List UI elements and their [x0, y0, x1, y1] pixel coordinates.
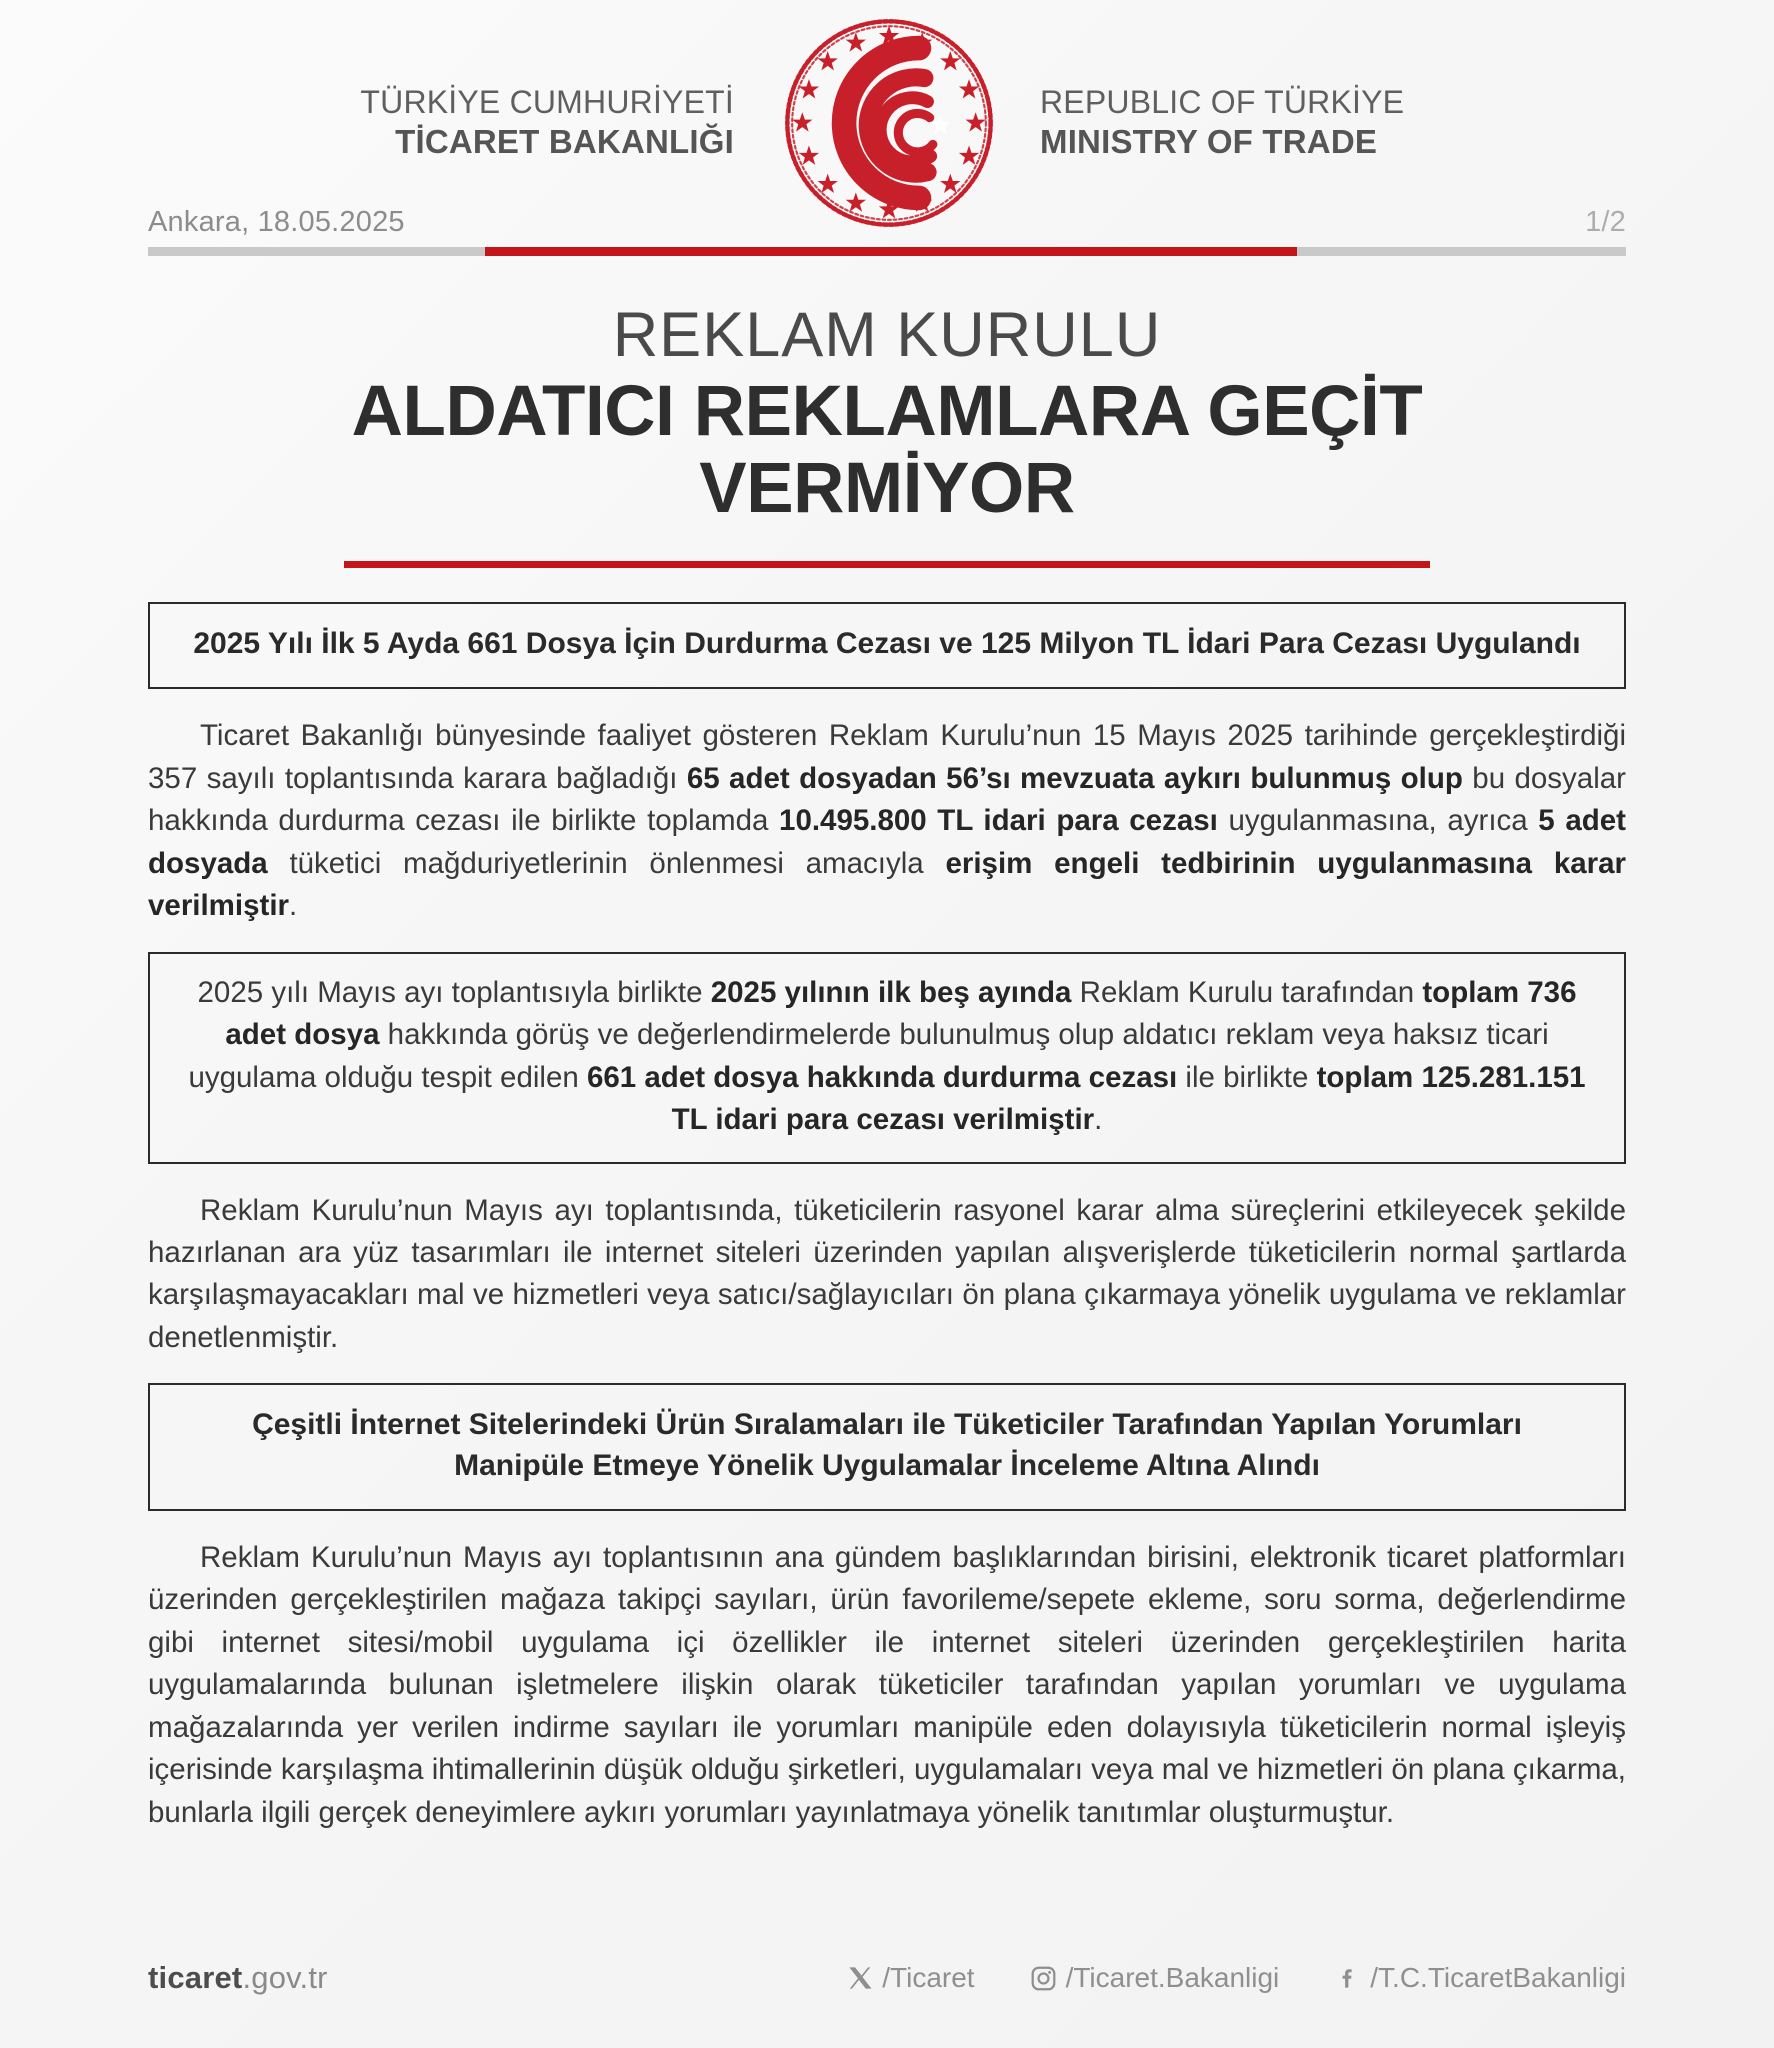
callout-summary-text: 2025 Yılı İlk 5 Ayda 661 Dosya İçin Durdurma Cezası ve 125 Milyon TL İdari Para Cezası Uygulandı [193, 627, 1581, 661]
c2-segment-2: Reklam Kurulu tarafından [1071, 975, 1423, 1009]
callout-box-investigation [148, 1383, 1626, 1511]
date-bar [148, 206, 1626, 276]
c2-segment-3: hakkında görüş ve değerlendirmelerde bulunulmuş olup aldatıcı reklam veya haksız ticari uygulama olduğu tespit edilen [188, 1018, 1549, 1094]
document-body [148, 568, 1626, 1926]
c2-segment-5: . [1094, 1103, 1103, 1137]
p1-bold-2: 10.495.800 TL idari para cezası [779, 804, 1218, 838]
p1-bold-4: erişim engeli tedbirinin uygulanmasına karar verilmiştir [148, 846, 1626, 923]
c2-segment-1: 2025 yılı Mayıs ayı toplantısıyla birlikte [197, 975, 711, 1009]
social-link-x[interactable] [845, 1962, 974, 1994]
republic-label-en: REPUBLIC OF TÜRKİYE [1040, 84, 1405, 121]
p1-segment-4: tüketici mağduriyetlerinin önlenmesi amacıyla [267, 846, 946, 880]
republic-of-turkiye-emblem [782, 16, 996, 230]
rule-segment-red [485, 247, 1297, 256]
instagram-icon [1029, 1963, 1059, 1993]
ministry-label-en: MINISTRY OF TRADE [1040, 123, 1378, 161]
social-handle-instagram: /Ticaret.Bakanligi [1065, 1962, 1280, 1993]
p1-segment-3: uygulanmasına, ayrıca [1217, 804, 1539, 838]
c2-bold-3: 661 adet dosya hakkında durdurma cezası [586, 1060, 1178, 1094]
p1-bold-1: 65 adet dosyadan 56’sı mevzuata aykırı bulunmuş olup [686, 761, 1463, 795]
p1-bold-3: 5 adet dosyada [148, 804, 1626, 880]
ministry-label-tr: TİCARET BAKANLIĞI [395, 123, 734, 161]
ministry-name-turkish [148, 83, 782, 162]
c2-bold-2: toplam 736 adet dosya [225, 975, 1577, 1052]
paragraph-agenda-details [148, 1537, 1626, 1834]
ministry-name-english [996, 83, 1626, 162]
p2-text: Reklam Kurulu’nun Mayıs ayı toplantısında, tüketicilerin rasyonel karar alma süreçlerini etkileyecek şekilde hazırlanan ara yüz tasarımları ile internet siteleri üzerinden yapılan alışverişlerde tüketicilerin normal şartlarda karşılaşmayacakları mal ve hizmetleri veya satıcı/sağlayıcıları ön plana çıkarmaya yönelik uygulama ve reklamlar denetlenmiştir. [148, 1193, 1626, 1354]
social-handle-facebook: /T.C.TicaretBakanligi [1370, 1962, 1626, 1993]
masthead [148, 0, 1626, 200]
date-bar-text-row [148, 206, 1626, 247]
p1-segment-5: . [289, 889, 298, 923]
p1-segment-1: Ticaret Bakanlığı bünyesinde faaliyet gösteren Reklam Kurulu’nun 15 Mayıs 2025 tarihinde gerçekleştirdiği 357 sayılı toplantısında karara bağladığı [148, 719, 1626, 795]
header-divider-rule [148, 247, 1626, 256]
title-block [148, 276, 1626, 568]
paragraph-council-decision [148, 715, 1626, 927]
rule-segment-gray-right [1297, 247, 1626, 256]
title-kicker: REKLAM KURULU [612, 300, 1162, 370]
paragraph-interface-designs [148, 1190, 1626, 1360]
c2-bold-1: 2025 yılının ilk beş ayında [710, 975, 1072, 1009]
callout-box-summary [148, 602, 1626, 689]
website-url-brand: ticaret [148, 1960, 243, 1995]
republic-label-tr: TÜRKİYE CUMHURİYETİ [360, 84, 734, 121]
social-link-facebook[interactable] [1333, 1962, 1626, 1994]
place-and-date: Ankara, 18.05.2025 [148, 206, 405, 238]
website-url-suffix: .gov.tr [242, 1960, 328, 1995]
page-indicator: 1/2 [1585, 206, 1626, 238]
title-underline-rule [344, 561, 1430, 568]
p3-text: Reklam Kurulu’nun Mayıs ayı toplantısının ana gündem başlıklarından birisini, elektronik ticaret platformları üzerinden gerçekleştirilen mağaza takipçi sayıları, ürün favorileme/sepete ekleme, soru sorma, değerlendirme gibi internet sitesi/mobil uygulama içi özellikler ile internet siteleri üzerinden gerçekleştirilen harita uygulamalarında bulunan işletmelere ilişkin olarak tüketiciler tarafından yapılan yorumları ve uygulama mağazalarında yer verilen indirme sayıları ile yorumları manipüle eden dolayısıyla tüketicilerin normal işleyiş içerisinde karşılaşma ihtimallerinin düşük olduğu şirketleri, uygulamaları veya mal ve hizmetleri ön plana çıkarma, bunlarla ilgili gerçek deneyimlere aykırı yorumları yayınlatmaya yönelik tanıtımlar oluşturmuştur. [148, 1540, 1626, 1829]
c2-segment-4: ile birlikte [1177, 1060, 1317, 1094]
page-title: ALDATICI REKLAMLARA GEÇİT VERMİYOR [351, 372, 1423, 528]
callout-investigation-text: Çeşitli İnternet Sitelerindeki Ürün Sıralamaları ile Tüketiciler Tarafından Yapılan Yorumları Manipüle Etmeye Yönelik Uygulamalar İnceleme Altına Alındı [252, 1408, 1522, 1483]
callout-box-statistics [148, 952, 1626, 1164]
social-links [845, 1962, 1626, 1994]
x-twitter-icon [845, 1963, 875, 1993]
c2-bold-4: toplam 125.281.151 TL idari para cezası verilmiştir [671, 1060, 1586, 1137]
social-handle-x: /Ticaret [882, 1962, 975, 1993]
social-link-instagram[interactable] [1029, 1962, 1280, 1994]
website-url[interactable] [148, 1960, 328, 1996]
footer [148, 1926, 1626, 2048]
facebook-icon [1333, 1963, 1363, 1993]
p1-segment-2: bu dosyalar hakkında durdurma cezası ile birlikte toplamda [148, 761, 1626, 838]
rule-segment-gray-left [148, 247, 485, 256]
